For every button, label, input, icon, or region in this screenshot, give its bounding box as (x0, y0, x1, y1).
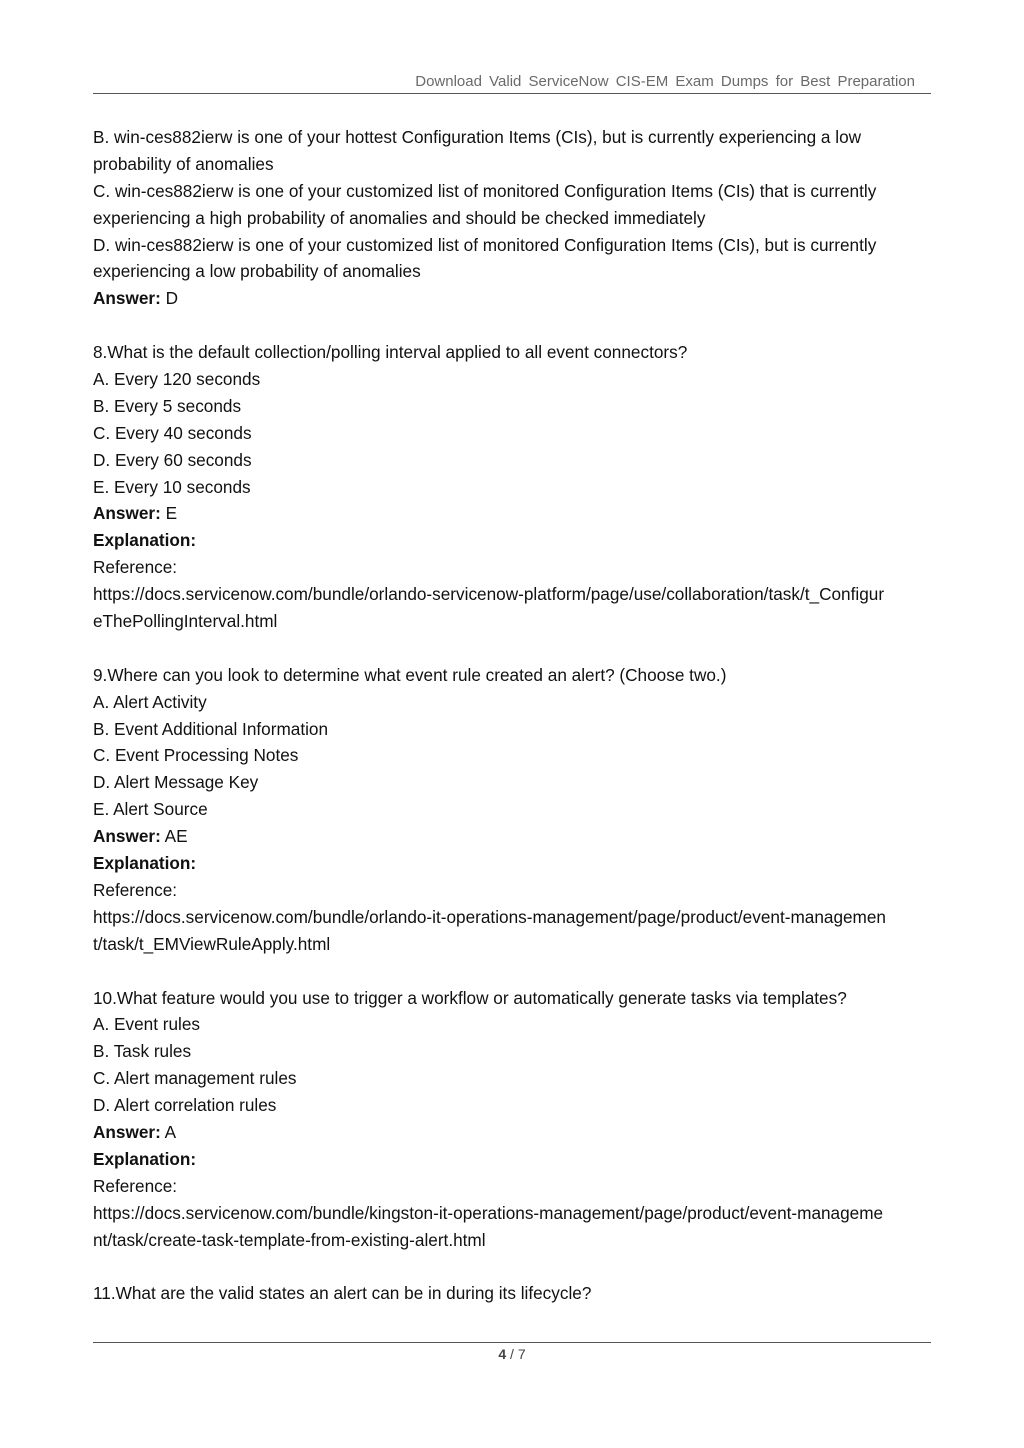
page-number (0, 1346, 1024, 1362)
question-text: 8.What is the default collection/polling interval applied to all event connectors? (93, 342, 688, 363)
option-line: D. win-ces882ierw is one of your customized list of monitored Configuration Items (CIs), but is currently (93, 234, 877, 255)
page-header (93, 73, 931, 94)
option-line: C. Event Processing Notes (93, 745, 299, 766)
option-line: probability of anomalies (93, 153, 274, 174)
option-line: A. Alert Activity (93, 691, 207, 712)
footer-divider (93, 1342, 931, 1343)
reference-url: eThePollingInterval.html (93, 611, 278, 632)
question-8 (93, 339, 931, 635)
question-9 (93, 662, 931, 958)
spacer (93, 1253, 931, 1280)
option-line: C. Every 40 seconds (93, 422, 252, 443)
option-line: E. Every 10 seconds (93, 476, 251, 497)
answer-value: AE (160, 826, 188, 847)
answer-label: Answer: (93, 288, 161, 309)
reference-label: Reference: (93, 879, 178, 900)
answer-label: Answer: (93, 503, 161, 524)
option-line: B. Task rules (93, 1041, 192, 1062)
option-line: D. Alert Message Key (93, 772, 259, 793)
reference-label: Reference: (93, 557, 178, 578)
answer-label: Answer: (93, 826, 161, 847)
question-7-continued (93, 124, 931, 312)
question-text: 10.What feature would you use to trigger a workflow or automatically generate tasks via templates? (93, 987, 847, 1008)
answer-value: A (160, 1121, 177, 1142)
question-text: 9.Where can you look to determine what event rule created an alert? (Choose two.) (93, 664, 727, 685)
explanation-label: Explanation: (93, 530, 197, 551)
question-10 (93, 985, 931, 1254)
option-line: B. Every 5 seconds (93, 395, 242, 416)
reference-label: Reference: (93, 1175, 178, 1196)
answer-value: E (160, 503, 178, 524)
option-line: A. Every 120 seconds (93, 369, 261, 390)
answer-label: Answer: (93, 1121, 161, 1142)
option-line: E. Alert Source (93, 799, 208, 820)
spacer (93, 312, 931, 339)
spacer (93, 958, 931, 985)
answer-line (93, 500, 931, 527)
option-line: experiencing a low probability of anomalies (93, 261, 421, 282)
option-line: experiencing a high probability of anomalies and should be checked immediately (93, 207, 706, 228)
answer-value: D (160, 288, 178, 309)
option-line: A. Event rules (93, 1014, 200, 1035)
page-current: 4 (498, 1346, 507, 1362)
reference-url: https://docs.servicenow.com/bundle/orlando-servicenow-platform/page/use/collaboration/task/t_Configur (93, 584, 885, 605)
header-title: Download Valid ServiceNow CIS-EM Exam Dumps for Best Preparation (415, 73, 915, 90)
option-line: C. win-ces882ierw is one of your customized list of monitored Configuration Items (CIs) that is currently (93, 180, 877, 201)
reference-url: t/task/t_EMViewRuleApply.html (93, 933, 331, 954)
reference-url: https://docs.servicenow.com/bundle/orlando-it-operations-management/page/product/event-managemen (93, 906, 886, 927)
option-line: C. Alert management rules (93, 1068, 297, 1089)
document-body (93, 124, 931, 1307)
reference-url: nt/task/create-task-template-from-existing-alert.html (93, 1229, 486, 1250)
answer-line (93, 823, 931, 850)
explanation-label: Explanation: (93, 1148, 197, 1169)
answer-line (93, 1119, 931, 1146)
question-text: 11.What are the valid states an alert can be in during its lifecycle? (93, 1283, 592, 1304)
reference-url: https://docs.servicenow.com/bundle/kingston-it-operations-management/page/product/event-manageme (93, 1202, 884, 1223)
option-line: B. win-ces882ierw is one of your hottest Configuration Items (CIs), but is currently experiencing a low (93, 127, 862, 147)
page-total: 7 (517, 1346, 526, 1362)
explanation-label: Explanation: (93, 853, 197, 874)
spacer (93, 635, 931, 662)
option-line: D. Alert correlation rules (93, 1095, 277, 1116)
question-11 (93, 1280, 931, 1307)
option-line: B. Event Additional Information (93, 718, 329, 739)
option-line: D. Every 60 seconds (93, 449, 252, 470)
page-separator: / (506, 1346, 518, 1362)
answer-line (93, 285, 931, 312)
